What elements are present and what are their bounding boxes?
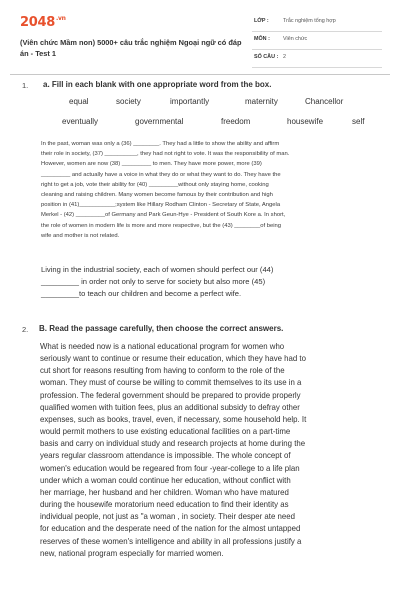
word-row <box>40 97 380 117</box>
passage-line: right to get a job, vote their ability for (40) _________without only staying home, cooking <box>41 181 269 188</box>
passage-line: _________ in order not only to serve for society but also more (45) <box>41 277 266 286</box>
document-title: (Viên chức Mầm non) 5000+ câu trắc nghiệm Ngoại ngữ có đáp án - Test 1 <box>20 38 242 58</box>
site-logo[interactable] <box>20 15 66 30</box>
meta-key: LỚP : <box>254 18 269 24</box>
meta-value: 2 <box>283 54 286 60</box>
logo-suffix: .vn <box>55 15 66 22</box>
passage-line: profession. The federal government should be prepared to provide properly <box>40 390 301 400</box>
meta-row-class <box>252 14 382 32</box>
word-box <box>40 97 380 137</box>
passage-line: for education and the desperate need of the nation for the almost untapped <box>40 524 301 534</box>
passage-line: expenses, such as books, travel, even, if necessary, some household help. It <box>40 414 307 424</box>
meta-row-count <box>252 50 382 68</box>
passage-line: basis and carry on individual study and research projects at home during the <box>40 439 306 449</box>
word-option: governmental <box>135 117 184 126</box>
question-number: 2. <box>22 325 29 334</box>
passage-line: _________ and actually have a voice in what they do or what they want to do. They have the <box>41 171 281 178</box>
passage-line: _________to teach our children and become a perfect wife. <box>41 289 242 298</box>
passage-line: women's education would be regeared from four -year-college to a life plan <box>40 463 300 473</box>
passage-line: her marriage, her husband and her children. Woman who have matured <box>40 487 289 497</box>
passage-line: the role of women in modern life is more and more respective, but the (43) ________of being <box>41 222 282 229</box>
passage-line: years regular classroom attendance is impossible. The whole concept of <box>40 451 291 461</box>
passage-line: qualified women with tuition fees, plus an additional subsidy to defray other <box>40 402 300 412</box>
logo-main: 2048 <box>20 15 55 30</box>
page-header <box>0 0 400 72</box>
passage-line: What is needed now is a national educational program for women who <box>40 342 285 351</box>
word-option: housewife <box>287 117 324 126</box>
passage-line: cleaning and raising children. Many women become famous by their contribution and high <box>41 192 273 199</box>
question-number: 1. <box>22 81 29 90</box>
word-option: maternity <box>245 97 278 106</box>
passage-line: during the housewife moratorium need education to find their identity as <box>40 500 289 510</box>
word-row <box>40 117 380 137</box>
word-option: Chancellor <box>305 97 344 106</box>
passage-line: woman. They must of course be willing to commit themselves to its use in a <box>40 378 302 388</box>
passage-line: cut short for reasons resulting from having to conform to the role of the <box>40 366 285 376</box>
meta-table <box>252 14 382 68</box>
word-option: importantly <box>170 97 210 106</box>
passage-line: their role in society, (37) __________, they had not right to vote. It was the responsibility of man. <box>41 151 290 158</box>
meta-key: SỐ CÂU : <box>254 54 279 60</box>
question-title: B. Read the passage carefully, then choose the correct answers. <box>39 324 284 333</box>
passage-line: new, national program especially for married women. <box>40 548 224 558</box>
word-option: eventually <box>62 117 99 126</box>
cloze-passage <box>41 139 381 241</box>
passage-line: Living in the industrial society, each of women should perfect our (44) <box>41 265 274 274</box>
word-option: self <box>352 117 365 126</box>
passage-line: would permit mothers to use existing educational facilities on a part-time <box>40 427 291 437</box>
passage-line: Merkel - (42) _________of Germany and Park Geun-Hye - President of South Kore a. In short, <box>41 212 286 219</box>
passage-line: individual people, not just as "a woman , in society. Their desper ate need <box>40 512 295 522</box>
word-option: equal <box>69 97 89 106</box>
passage-line: In the past, woman was only a (36) ________. They had a little to show the ability and affirm <box>41 141 280 147</box>
word-option: society <box>116 97 141 106</box>
passage-line: reserves of these women's intelligence and ability in all professions justify a <box>40 536 302 546</box>
meta-value: Viên chức <box>283 36 308 42</box>
meta-value: Trắc nghiệm tổng hợp <box>283 18 336 24</box>
word-option: freedom <box>221 117 251 126</box>
reading-passage <box>40 341 385 560</box>
meta-key: MÔN : <box>254 36 270 42</box>
passage-line: wife and mother is not related. <box>41 232 120 239</box>
header-divider <box>10 74 390 75</box>
question-title: a. Fill in each blank with one appropriate word from the box. <box>43 80 272 89</box>
cloze-continuation <box>41 264 381 300</box>
passage-line: However, women are now (38) _________ to men. They have more power, more (39) <box>41 161 262 168</box>
passage-line: position in (41)___________;system like Hillary Rodham Clinton - Secretary of State, Angela <box>41 202 281 209</box>
passage-line: seriously want to continue or resume their education, which they have had to <box>40 354 306 364</box>
meta-row-subject <box>252 32 382 50</box>
passage-line: under which a woman could continue her education, without conflict with <box>40 475 291 485</box>
